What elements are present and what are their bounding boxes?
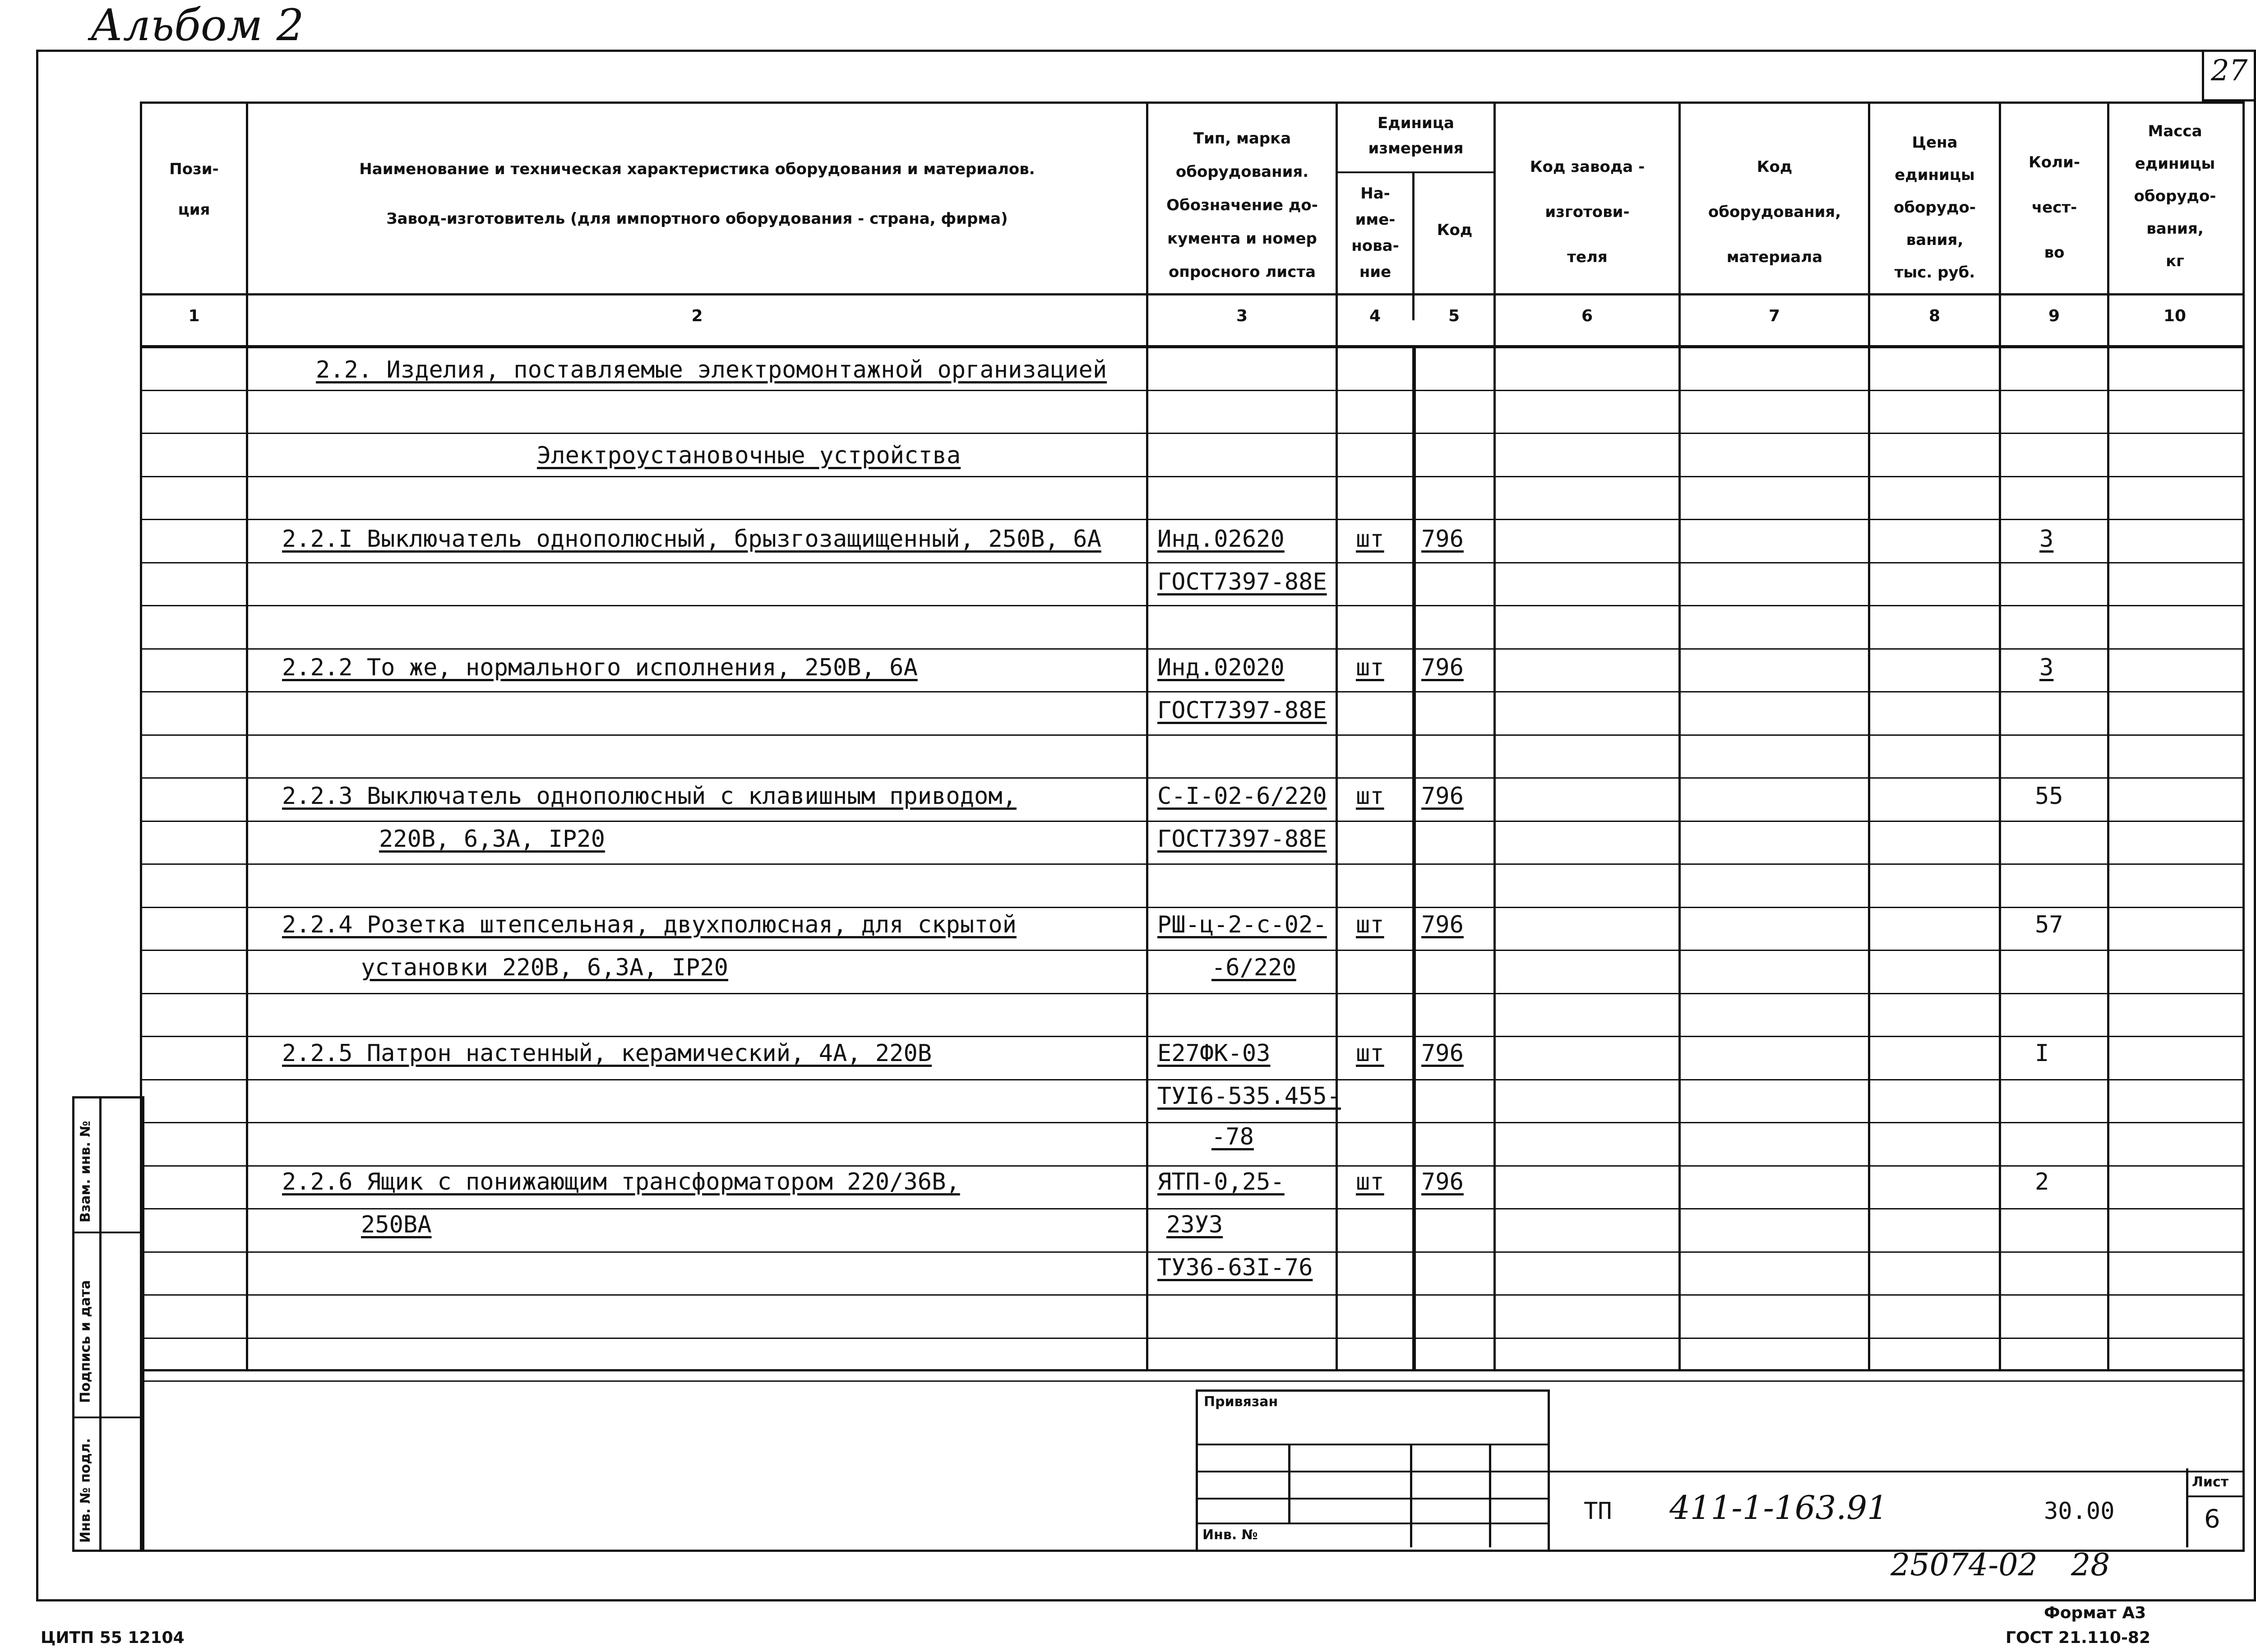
row-line — [140, 950, 2242, 951]
side-vzam: Взам. инв. № — [78, 1121, 93, 1223]
item-5-qty: I — [2035, 1040, 2049, 1067]
item-1-type: Инд.02620 — [1157, 526, 1285, 553]
colnum-5: 5 — [1448, 307, 1460, 325]
item-2-qty: 3 — [2039, 654, 2054, 681]
item-5-code: 796 — [1421, 1040, 1464, 1067]
colnum-bottom-line — [140, 345, 2242, 348]
side-stamp-div-1 — [72, 1232, 140, 1233]
row-line — [140, 1380, 2242, 1382]
item-4-unit: шт — [1356, 911, 1384, 938]
row-line — [140, 777, 2242, 779]
item-5-type-2: ТУI6-535.455- — [1157, 1083, 1341, 1110]
subsection-title: Электроустановочные устройства — [537, 442, 961, 469]
tb-code-top — [1545, 1471, 2242, 1472]
colnum-9: 9 — [2048, 307, 2060, 325]
item-6-code: 796 — [1421, 1168, 1464, 1195]
side-stamp-inner-line — [99, 1096, 102, 1552]
colnum-1: 1 — [188, 307, 200, 325]
tb-line-2 — [1196, 1471, 1548, 1472]
col-line-4 — [1412, 171, 1415, 320]
header-equip-code: Код оборудования, материала — [1708, 158, 1841, 266]
item-1-qty: 3 — [2039, 526, 2054, 553]
header-unit-name: На- име- нова- ние — [1351, 185, 1399, 281]
colnum-3: 3 — [1236, 307, 1248, 325]
sheet-label: Лист — [2192, 1474, 2229, 1490]
row-line — [140, 1079, 2242, 1080]
item-5-name: 2.2.5 Патрон настенный, керамический, 4А, 220В — [282, 1040, 932, 1067]
item-3-name-2: 220В, 6,3А, IP20 — [379, 826, 605, 853]
item-6-type: ЯТП-0,25- — [1157, 1168, 1285, 1195]
header-unit: Единица измерения — [1368, 114, 1464, 157]
row-line — [140, 605, 2242, 606]
item-1-unit: шт — [1356, 526, 1384, 553]
header-position: Пози- ция — [169, 160, 219, 219]
item-6-name-2: 250ВА — [361, 1211, 432, 1238]
item-3-name: 2.2.3 Выключатель однополюсный с клавишным приводом, — [282, 783, 1017, 810]
row-line — [140, 1251, 2242, 1253]
row-line — [140, 476, 2242, 477]
item-6-type-2: 23У3 — [1166, 1211, 1223, 1238]
item-2-code: 796 — [1421, 654, 1464, 681]
header-type: Тип, марка оборудования. Обозначение до- кумента и номер опросного листа — [1166, 129, 1318, 281]
tb-vline-3 — [1489, 1444, 1491, 1547]
item-5-type: Е27ФК-03 — [1157, 1040, 1271, 1067]
colnum-4: 4 — [1369, 307, 1381, 325]
item-4-code: 796 — [1421, 911, 1464, 938]
row-line — [140, 993, 2242, 994]
header-name: Наименование и техническая характеристика оборудования и материалов. Завод-изготовитель (для импортного оборудования - страна, фирма) — [359, 160, 1035, 228]
row-line — [140, 691, 2242, 692]
row-line — [140, 1338, 2242, 1339]
sheet-box-div — [2186, 1495, 2242, 1497]
header-price: Цена единицы оборудо- вания, тыс. руб. — [1894, 134, 1976, 281]
item-6-qty: 2 — [2035, 1168, 2049, 1195]
row-line — [140, 1208, 2242, 1209]
gost-label: ГОСТ 21.110-82 — [2006, 1629, 2151, 1647]
item-5-unit: шт — [1356, 1040, 1384, 1067]
inv-no-label: Инв. № — [1202, 1527, 1258, 1543]
item-1-type-2: ГОСТ7397-88Е — [1157, 568, 1327, 595]
row-line — [140, 734, 2242, 736]
table-body-bottom-line — [140, 1369, 2242, 1371]
tb-vline-1 — [1288, 1444, 1290, 1523]
section-code: 30.00 — [2044, 1498, 2115, 1525]
header-mass: Масса единицы оборудо- вания, кг — [2134, 122, 2216, 270]
item-3-type-2: ГОСТ7397-88Е — [1157, 826, 1327, 853]
item-3-qty: 55 — [2035, 783, 2063, 810]
header-factory-code: Код завода - изготови- теля — [1530, 158, 1645, 266]
row-line — [140, 1122, 2242, 1123]
row-line — [140, 1165, 2242, 1167]
item-4-name: 2.2.4 Розетка штепсельная, двухполюсная, для скрытой — [282, 911, 1017, 938]
item-6-name: 2.2.6 Ящик с понижающим трансформатором 220/36В, — [282, 1168, 960, 1195]
row-line — [140, 907, 2242, 908]
colnum-10: 10 — [2163, 307, 2187, 325]
tb-vline-2 — [1410, 1444, 1412, 1547]
item-6-type-3: ТУ36-63I-76 — [1157, 1254, 1313, 1281]
item-3-unit: шт — [1356, 783, 1384, 810]
row-line — [140, 821, 2242, 822]
tp-prefix: ТП — [1584, 1498, 1612, 1525]
header-qty: Коли- чест- во — [2029, 153, 2080, 262]
row-line — [140, 863, 2242, 865]
tb-line-1 — [1196, 1444, 1548, 1445]
tp-code: 411-1-163.91 — [1669, 1489, 1888, 1527]
printer-label: ЦИТП 55 12104 — [41, 1629, 185, 1647]
item-4-type: РШ-ц-2-с-02- — [1157, 911, 1327, 938]
item-6-unit: шт — [1356, 1168, 1384, 1195]
item-4-qty: 57 — [2035, 911, 2063, 938]
stamp-number: 25074-02 — [1891, 1547, 2038, 1583]
format-label: Формат А3 — [2044, 1604, 2146, 1622]
item-2-name: 2.2.2 То же, нормального исполнения, 250В, 6А — [282, 654, 918, 681]
row-line — [140, 562, 2242, 563]
colnum-7: 7 — [1768, 307, 1780, 325]
colnum-8: 8 — [1928, 307, 1941, 325]
stamp-page: 28 — [2071, 1547, 2110, 1583]
tb-line-3 — [1196, 1498, 1548, 1500]
corner-sheet-number: 27 — [2211, 54, 2248, 88]
privyazan-label: Привязан — [1204, 1394, 1278, 1410]
col-line-4-thick — [1412, 345, 1416, 1369]
item-4-name-2: установки 220В, 6,3А, IP20 — [361, 954, 728, 981]
header-bottom-line — [140, 293, 2242, 295]
side-stamp-div-2 — [72, 1417, 140, 1418]
item-5-type-3: -78 — [1211, 1123, 1254, 1150]
tb-line-4 — [1196, 1523, 1548, 1524]
item-3-code: 796 — [1421, 783, 1464, 810]
row-line — [140, 1294, 2242, 1296]
colnum-2: 2 — [691, 307, 703, 325]
sheet-number: 6 — [2204, 1504, 2220, 1534]
header-unit-code: Код — [1437, 221, 1473, 239]
item-3-type: С-I-02-6/220 — [1157, 783, 1327, 810]
section-title: 2.2. Изделия, поставляемые электромонтажной организацией — [316, 356, 1107, 383]
item-2-unit: шт — [1356, 654, 1384, 681]
item-1-code: 796 — [1421, 526, 1464, 553]
item-4-type-2: -6/220 — [1211, 954, 1296, 981]
row-line — [140, 519, 2242, 520]
unit-header-divider — [1336, 171, 1493, 173]
item-2-type: Инд.02020 — [1157, 654, 1285, 681]
title-block-privyazan — [1196, 1389, 1550, 1550]
side-inv: Инв. № подл. — [78, 1438, 93, 1543]
row-line — [140, 648, 2242, 650]
row-line — [140, 1036, 2242, 1037]
album-label: Альбом 2 — [90, 0, 304, 51]
item-1-name: 2.2.I Выключатель однополюсный, брызгозащищенный, 250В, 6А — [282, 526, 1101, 553]
side-podpis: Подпись и дата — [78, 1280, 93, 1403]
colnum-6: 6 — [1581, 307, 1593, 325]
row-line — [140, 390, 2242, 391]
item-2-type-2: ГОСТ7397-88Е — [1157, 697, 1327, 724]
row-line — [140, 433, 2242, 434]
